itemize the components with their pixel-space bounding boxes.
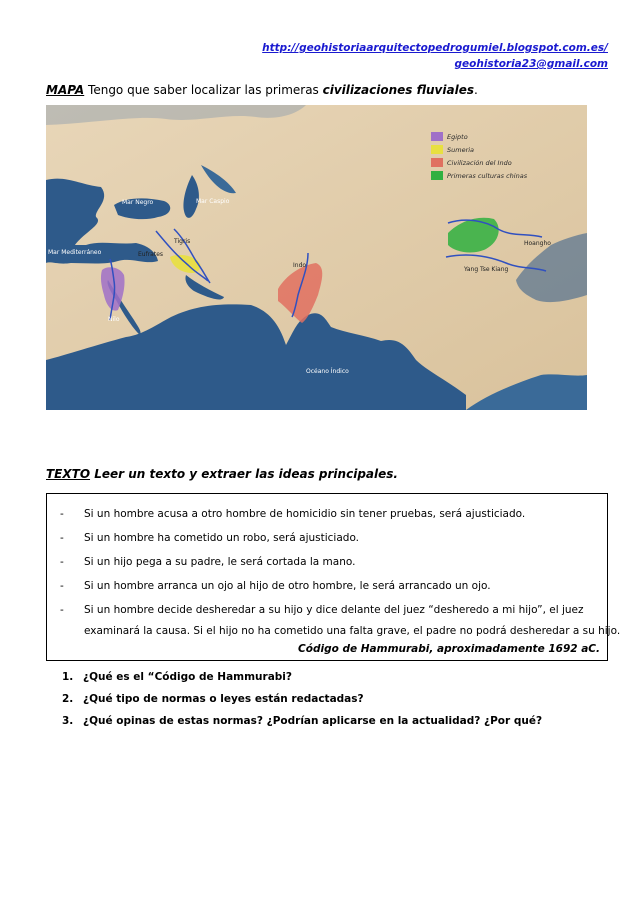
- law-item: [60, 531, 359, 545]
- map-instruction-text: Tengo que saber localizar las primeras: [84, 83, 323, 97]
- legend-swatch-sumeria: [431, 145, 443, 154]
- law-item: [60, 555, 355, 569]
- question-text: ¿Qué opinas de estas normas? ¿Podrían aplicarse en la actualidad? ¿Por qué?: [83, 715, 543, 727]
- text-instruction: Leer un texto y extraer las ideas principales.: [90, 467, 398, 481]
- label-nilo: Nilo: [108, 316, 120, 323]
- question-number: 1.: [62, 671, 74, 683]
- map-emphasis: civilizaciones fluviales: [322, 83, 474, 97]
- label-indo: Indo: [293, 262, 307, 269]
- text-keyword: TEXTO: [46, 467, 91, 481]
- label-oceano-indico: Océano Índico: [306, 368, 349, 375]
- legend-swatch-egypt: [431, 132, 443, 141]
- label-mar-caspio: Mar Caspio: [196, 198, 230, 205]
- label-yang-tse-kiang: Yang Tse Kiang: [464, 266, 509, 273]
- source-citation: Código de Hammurabi, aproximadamente 1692 aC.: [298, 643, 600, 655]
- label-tigris: Tigris: [174, 238, 191, 245]
- email-link[interactable]: geohistoria23@gmail.com: [454, 58, 608, 70]
- question-item: [62, 670, 292, 684]
- question-item: [62, 692, 364, 706]
- legend-swatch-indus: [431, 158, 443, 167]
- label-hoangho: Hoangho: [524, 240, 551, 247]
- map-instruction-end: .: [473, 83, 478, 97]
- river-civilizations-map: [46, 105, 587, 410]
- law-text: Si un hombre ha cometido un robo, será ajusticiado.: [84, 532, 360, 544]
- legend-swatch-china: [431, 171, 443, 180]
- law-item: [60, 579, 491, 593]
- question-text: ¿Qué es el “Código de Hammurabi?: [83, 671, 292, 683]
- law-dash: -: [60, 556, 64, 568]
- law-text: Si un hombre acusa a otro hombre de homicidio sin tener pruebas, será ajusticiado.: [84, 508, 526, 520]
- legend-label-sumeria: Sumeria: [447, 146, 475, 154]
- law-dash: -: [60, 580, 64, 592]
- text-section-heading: [46, 466, 398, 482]
- law-text: Si un hombre arranca un ojo al hijo de otro hombre, le será arrancado un ojo.: [84, 580, 491, 592]
- question-number: 3.: [62, 715, 74, 727]
- question-text: ¿Qué tipo de normas o leyes están redactadas?: [83, 693, 364, 705]
- map-section-heading: [46, 82, 478, 98]
- legend-label-china: Primeras culturas chinas: [447, 172, 528, 180]
- law-dash: -: [60, 508, 64, 520]
- question-item: [62, 714, 542, 728]
- law-text: Si un hombre decide desheredar a su hijo y dice delante del juez “desheredo a mi hijo”, el juez: [84, 604, 584, 616]
- label-mar-mediterraneo: Mar Mediterráneo: [48, 249, 102, 256]
- law-text: Si un hijo pega a su padre, le será cortada la mano.: [84, 556, 356, 568]
- map-keyword: MAPA: [46, 83, 85, 97]
- law-item: [60, 603, 584, 617]
- label-mar-negro: Mar Negro: [122, 199, 154, 206]
- law-item: [60, 507, 525, 521]
- document-header: [262, 40, 608, 72]
- blog-url-link[interactable]: http://geohistoriaarquitectopedrogumiel.blogspot.com.es/: [262, 42, 608, 54]
- law-dash: -: [60, 532, 64, 544]
- label-eufrates: Eufrates: [138, 251, 164, 258]
- legend-label-egypt: Egipto: [447, 133, 468, 141]
- law-dash: -: [60, 604, 64, 616]
- legend-label-indus: Civilización del Indo: [447, 159, 512, 167]
- question-number: 2.: [62, 693, 74, 705]
- law-continuation: examinará la causa. Si el hijo no ha cometido una falta grave, el padre no podrá desheredar a su hijo.: [84, 625, 621, 637]
